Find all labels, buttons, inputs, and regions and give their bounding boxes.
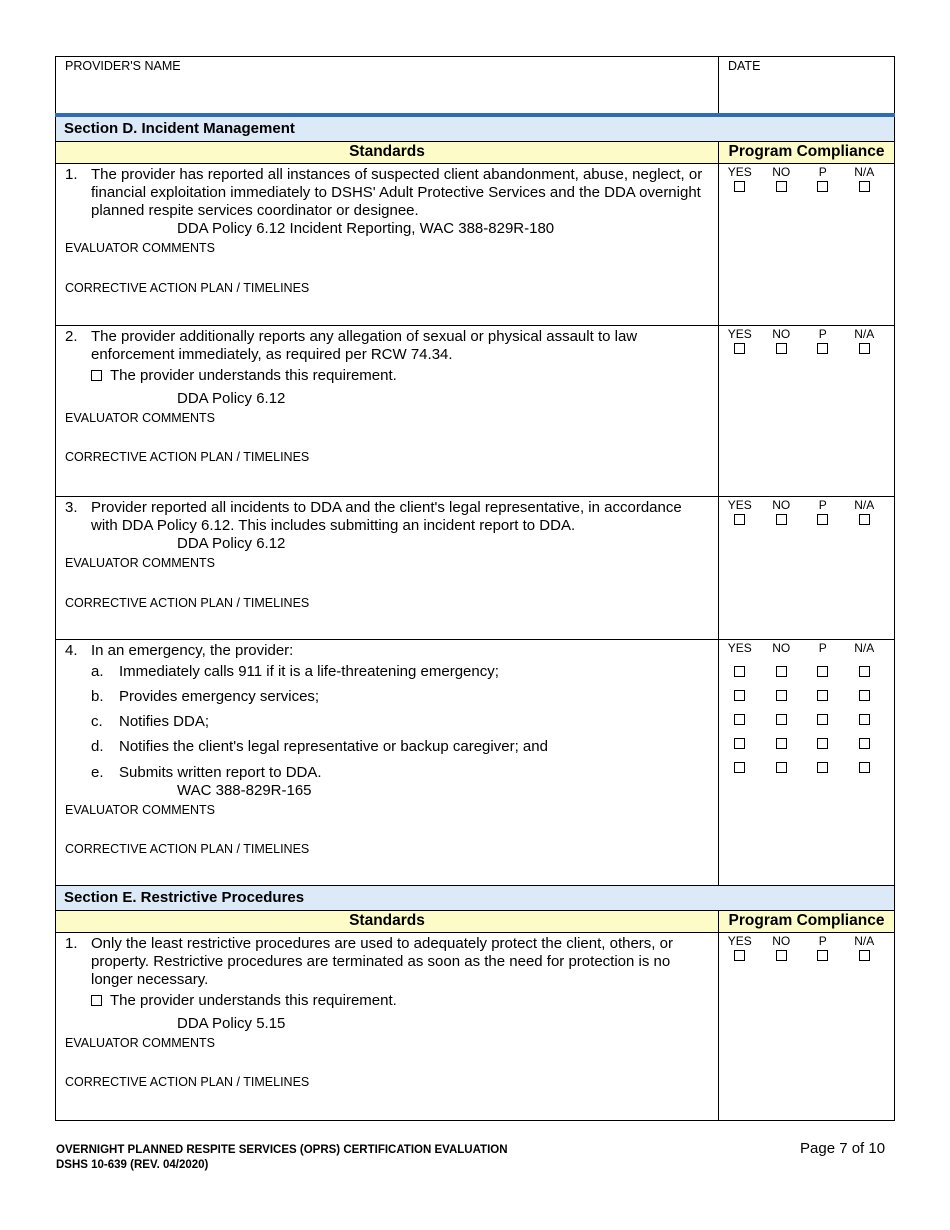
sub-item-c: c. Notifies DDA;: [91, 713, 210, 730]
item-text: In an emergency, the provider:: [91, 641, 294, 659]
standards-header: Standards: [56, 910, 719, 932]
sub-item-e: e. Submits written report to DDA.: [91, 763, 322, 781]
page-number: Page 7 of 10: [800, 1140, 886, 1157]
sub-item-b: b. Provides emergency services;: [91, 688, 320, 705]
policy-reference: WAC 388-829R-165: [177, 781, 312, 799]
corrective-action-label: CORRECTIVE ACTION PLAN / TIMELINES: [65, 595, 310, 610]
item-text: Provider reported all incidents to DDA and the client's legal representative, in accordance with DDA Policy 6.12. This includes submitting an incident report to DDA.: [91, 498, 682, 534]
understands-label: The provider understands this requirement.: [110, 991, 397, 1009]
checkbox-row-c: [719, 709, 894, 733]
item-number: 3.: [65, 498, 78, 516]
no-header: NO: [772, 164, 791, 179]
p-checkbox[interactable]: [817, 514, 828, 525]
standard-d3: [56, 496, 719, 639]
yes-checkbox[interactable]: [734, 738, 745, 749]
evaluator-comments-label: EVALUATOR COMMENTS: [65, 410, 216, 425]
corrective-action-label: CORRECTIVE ACTION PLAN / TIMELINES: [65, 841, 310, 856]
yes-header: YES: [727, 933, 752, 948]
na-checkbox[interactable]: [859, 690, 870, 701]
sub-item-a: a. Immediately calls 911 if it is a life-threatening emergency;: [91, 663, 499, 680]
yes-header: YES: [727, 326, 752, 341]
compliance-header: Program Compliance: [719, 141, 895, 163]
checkbox-row-b: [719, 685, 894, 709]
na-header: N/A: [854, 933, 875, 948]
no-checkbox[interactable]: [776, 343, 787, 354]
evaluator-comments-label: EVALUATOR COMMENTS: [65, 802, 216, 817]
yes-header: YES: [727, 497, 752, 512]
no-checkbox[interactable]: [776, 690, 787, 701]
item-text: Only the least restrictive procedures are used to adequately protect the client, others, or property. Restrictive procedures are terminated as soon as the need for protection is no longer necessary.: [91, 934, 673, 988]
no-header: NO: [772, 497, 791, 512]
standard-d2: [56, 325, 719, 496]
yes-checkbox[interactable]: [734, 714, 745, 725]
policy-reference: DDA Policy 6.12: [177, 389, 286, 407]
p-header: P: [818, 164, 827, 179]
provider-name-field[interactable]: [56, 57, 719, 115]
p-header: P: [818, 497, 827, 512]
na-header: N/A: [854, 164, 875, 179]
compliance-header: Program Compliance: [719, 910, 895, 932]
compliance-e1: [719, 932, 895, 1120]
p-checkbox[interactable]: [817, 343, 828, 354]
form-id: DSHS 10-639 (REV. 04/2020): [56, 1159, 209, 1171]
na-checkbox[interactable]: [859, 950, 870, 961]
compliance-d1: [719, 163, 895, 325]
policy-reference: DDA Policy 6.12: [177, 534, 286, 552]
yes-checkbox[interactable]: [734, 762, 745, 773]
evaluator-comments-label: EVALUATOR COMMENTS: [65, 240, 216, 255]
p-checkbox[interactable]: [817, 714, 828, 725]
section-d-title: Section D. Incident Management: [56, 115, 895, 142]
section-e-title: Section E. Restrictive Procedures: [56, 885, 895, 910]
checkbox-row-a: [719, 661, 894, 685]
p-checkbox[interactable]: [817, 666, 828, 677]
form-title: OVERNIGHT PLANNED RESPITE SERVICES (OPRS) CERTIFICATION EVALUATION: [56, 1144, 508, 1156]
item-number: 1.: [65, 934, 78, 952]
no-checkbox[interactable]: [776, 514, 787, 525]
no-checkbox[interactable]: [776, 738, 787, 749]
understands-label: The provider understands this requirement.: [110, 366, 397, 384]
no-checkbox[interactable]: [776, 181, 787, 192]
na-checkbox[interactable]: [859, 714, 870, 725]
no-header: NO: [772, 326, 791, 341]
p-checkbox[interactable]: [817, 181, 828, 192]
p-checkbox[interactable]: [817, 738, 828, 749]
no-header: NO: [772, 640, 791, 655]
yes-checkbox[interactable]: [734, 666, 745, 677]
p-header: P: [818, 640, 827, 655]
no-checkbox[interactable]: [776, 762, 787, 773]
checkbox-row-d: [719, 733, 894, 757]
corrective-action-label: CORRECTIVE ACTION PLAN / TIMELINES: [65, 280, 310, 295]
yes-checkbox[interactable]: [734, 343, 745, 354]
corrective-action-label: CORRECTIVE ACTION PLAN / TIMELINES: [65, 449, 310, 464]
provider-name-label: PROVIDER'S NAME: [65, 59, 181, 73]
form-footer: [56, 1143, 508, 1173]
na-checkbox[interactable]: [859, 181, 870, 192]
corrective-action-label: CORRECTIVE ACTION PLAN / TIMELINES: [65, 1074, 310, 1089]
evaluation-form: [55, 56, 894, 1121]
yes-checkbox[interactable]: [734, 181, 745, 192]
na-checkbox[interactable]: [859, 514, 870, 525]
p-checkbox[interactable]: [817, 690, 828, 701]
understands-checkbox[interactable]: [91, 370, 102, 381]
p-header: P: [818, 933, 827, 948]
item-text: The provider additionally reports any allegation of sexual or physical assault to law enforcement immediately, as required per RCW 74.34.: [91, 327, 638, 363]
standard-d4: [56, 639, 719, 885]
p-checkbox[interactable]: [817, 950, 828, 961]
na-header: N/A: [854, 640, 875, 655]
date-label: DATE: [728, 59, 761, 73]
item-number: 2.: [65, 327, 78, 345]
compliance-d2: [719, 325, 895, 496]
no-header: NO: [772, 933, 791, 948]
yes-checkbox[interactable]: [734, 950, 745, 961]
checkbox-row-e: [719, 757, 894, 781]
policy-reference: DDA Policy 6.12 Incident Reporting, WAC 388-829R-180: [177, 219, 555, 237]
yes-checkbox[interactable]: [734, 690, 745, 701]
date-field[interactable]: [719, 57, 895, 115]
item-number: 1.: [65, 165, 78, 183]
p-checkbox[interactable]: [817, 762, 828, 773]
standards-header: Standards: [56, 141, 719, 163]
na-checkbox[interactable]: [859, 762, 870, 773]
na-checkbox[interactable]: [859, 666, 870, 677]
no-checkbox[interactable]: [776, 666, 787, 677]
policy-reference: DDA Policy 5.15: [177, 1014, 286, 1032]
compliance-d4: [719, 639, 895, 885]
evaluator-comments-label: EVALUATOR COMMENTS: [65, 555, 216, 570]
na-header: N/A: [854, 326, 875, 341]
yes-header: YES: [727, 640, 752, 655]
standard-e1: [56, 932, 719, 1120]
compliance-d3: [719, 496, 895, 639]
no-checkbox[interactable]: [776, 950, 787, 961]
understands-checkbox[interactable]: [91, 995, 102, 1006]
standard-d1: [56, 163, 719, 325]
yes-checkbox[interactable]: [734, 514, 745, 525]
no-checkbox[interactable]: [776, 714, 787, 725]
p-header: P: [818, 326, 827, 341]
na-checkbox[interactable]: [859, 738, 870, 749]
na-checkbox[interactable]: [859, 343, 870, 354]
evaluator-comments-label: EVALUATOR COMMENTS: [65, 1035, 216, 1050]
item-text: The provider has reported all instances of suspected client abandonment, abuse, neglect, or financial exploitation immediately to DSHS' Adult Protective Services and the DDA overnight planned respite services coordinator or designee.: [91, 165, 703, 219]
na-header: N/A: [854, 497, 875, 512]
yes-header: YES: [727, 164, 752, 179]
item-number: 4.: [65, 641, 78, 659]
sub-item-d: d. Notifies the client's legal representative or backup caregiver; and: [91, 738, 548, 755]
